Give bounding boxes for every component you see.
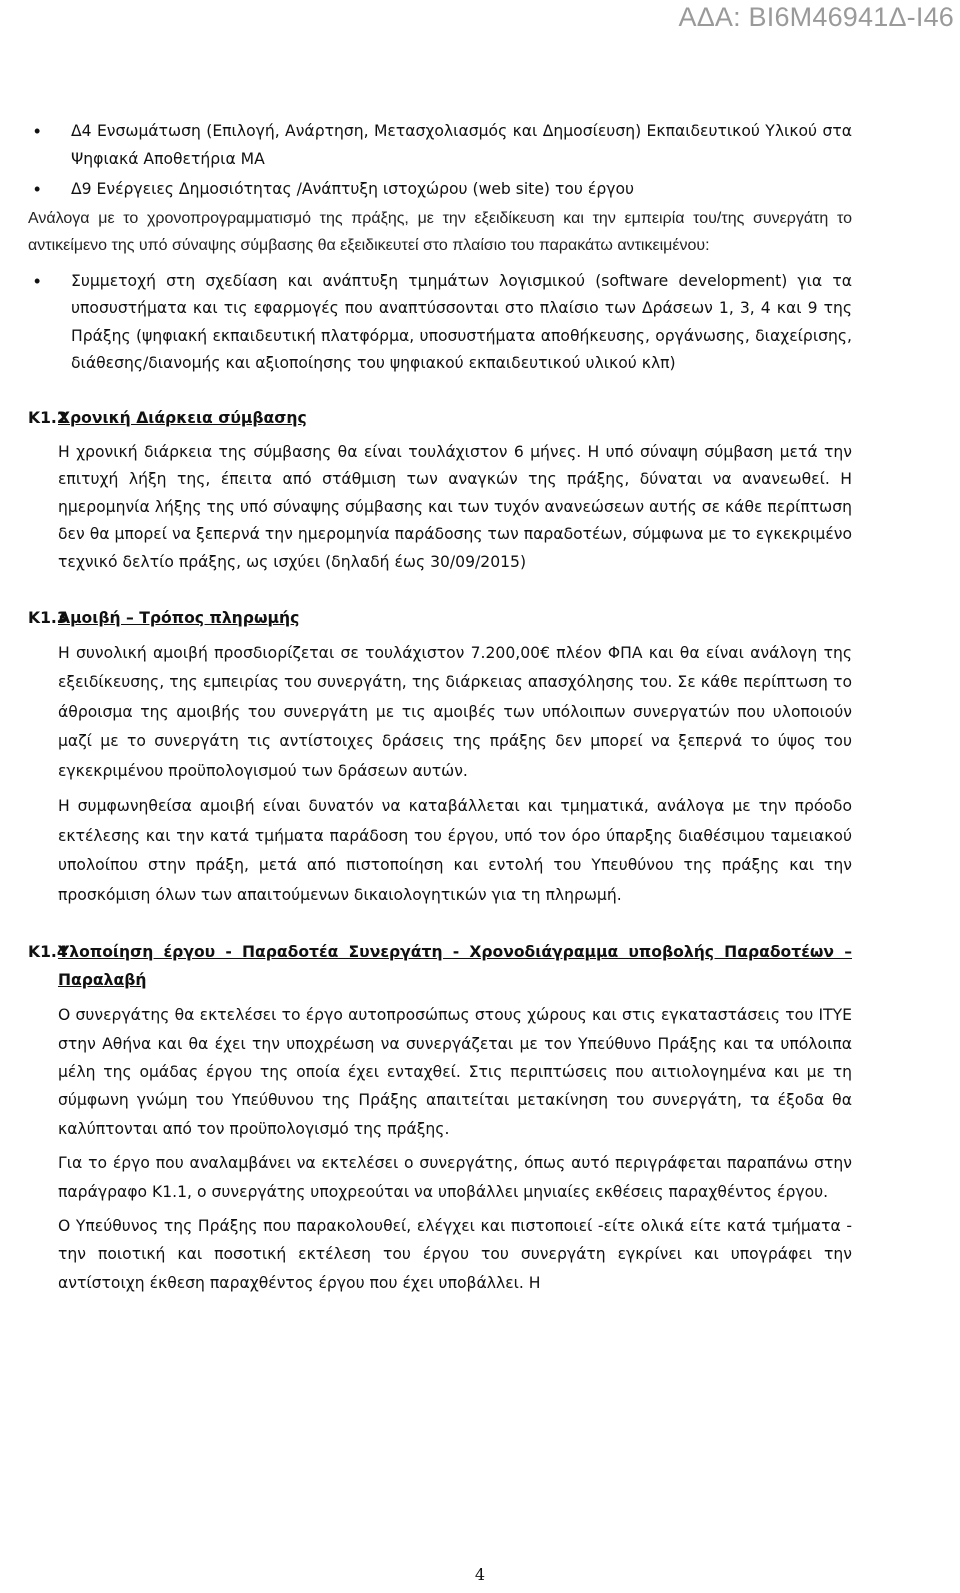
section-paragraph: Η συνολική αμοιβή προσδιορίζεται σε τουλάχιστον 7.200,00€ πλέον ΦΠΑ και θα είναι ανάλογη της εξειδίκευσης, της εμπειρίας του συνεργάτη, της διάρκειας απασχόλησης του. Σε κάθε περίπτωση το άθροισμα της αμοιβής του συνεργάτη με τις αμοιβές των υπόλοιπων συνεργατών που υλοποιούν μαζί με το συνεργάτη τις αντίστοιχες δράσεις της πράξης δεν μπορεί να ξεπερνά το ύψος του εγκεκριμένου προϋπολογισμού των δράσεων αυτών. <box>58 643 852 780</box>
document-page <box>28 118 852 1297</box>
section-number: Κ1.4 <box>28 943 68 962</box>
section-heading-k13 <box>28 604 852 632</box>
intro-paragraph: Ανάλογα με το χρονοπρογραμματισμό της πράξης, με την εξειδίκευση και την εμπειρία του/της συνεργάτη το αντικείμενο της υπό σύναψης σύμβασης θα εξειδικευτεί στο πλαίσιο του παρακάτω αντικειμένου: <box>28 209 852 255</box>
bullet-text: Συμμετοχή στη σχεδίαση και ανάπτυξη τμημάτων λογισμικού (software development) για τα υποσυστήματα και τις εφαρμογές που αναπτύσσονται στο πλαίσιο των Δράσεων 1, 3, 4 και 9 της Πράξης (ψηφιακή εκπαιδευτική πλατφόρμα, υποσυστήματα αποθήκευσης, οργάνωσης, διαχείρισης, διάθεσης/διανομής και αξιοποίησης του ψηφιακού εκπαιδευτικού υλικού κλπ) <box>71 271 852 373</box>
bullet-item-d4 <box>28 118 852 173</box>
section-number: Κ1.2 <box>28 408 68 427</box>
section-heading-k14 <box>28 938 852 994</box>
section-paragraph: Ο συνεργάτης θα εκτελέσει το έργο αυτοπροσώπως στους χώρους και στις εγκαταστάσεις του ΙΤΥΕ στην Αθήνα και θα έχει την υποχρέωση να συνεργάζεται με τον Υπεύθυνο Πράξης και τα υπόλοιπα μέλη της ομάδας έργου της οποία έχει ενταχθεί. Στις περιπτώσεις που αιτιολογημένα και με τη σύμφωνη γνώμη του Υπεύθυνου της Πράξης απαιτείται μετακίνηση του συνεργάτη, τα έξοδα θα καλύπτονται από τον προϋπολογισμό της πράξης. <box>58 1006 852 1138</box>
section-paragraph: Για το έργο που αναλαμβάνει να εκτελέσει ο συνεργάτης, όπως αυτό περιγράφεται παραπάνω στην παράγραφο Κ1.1, ο συνεργάτης υποχρεούται να υποβάλλει μηνιαίες εκθέσεις παραχθέντος έργου. <box>58 1154 852 1201</box>
section-paragraph: Η χρονική διάρκεια της σύμβασης θα είναι τουλάχιστον 6 μήνες. Η υπό σύναψη σύμβαση μετά την επιτυχή λήξη της, έπειτα από στάθμιση των αναγκών της πράξης, δύναται να ανανεωθεί. Η ημερομηνία λήξης της υπό σύναψης σύμβασης και των τυχόν ανανεώσεων αυτής σε κάθε περίπτωση δεν θα μπορεί να ξεπερνά την ημερομηνία παράδοσης των παραδοτέων, σύμφωνα με το εγκεκριμένο τεχνικό δελτίο πράξης, ως ισχύει (δηλαδή έως 30/09/2015) <box>58 442 852 572</box>
section-paragraph: Ο Υπεύθυνος της Πράξης που παρακολουθεί, ελέγχει και πιστοποιεί -είτε ολικά είτε κατά τμήματα - την ποιοτική και ποσοτική εκτέλεση του έργου του συνεργάτη εγκρίνει και υπογράφει την αντίστοιχη έκθεση παραχθέντος έργου που έχει υποβάλλει. Η <box>58 1217 852 1292</box>
section-number: Κ1.3 <box>28 608 68 627</box>
ada-header-code: ΑΔΑ: ΒΙ6Μ46941Δ-Ι46 <box>678 2 954 32</box>
object-bullet <box>28 268 852 378</box>
page-number: 4 <box>474 1565 486 1584</box>
bullet-item-d9 <box>28 176 852 204</box>
bullet-text: Δ4 Ενσωμάτωση (Επιλογή, Ανάρτηση, Μετασχολιασμός και Δημοσίευση) Εκπαιδευτικού Υλικού στα Ψηφιακά Αποθετήρια ΜΑ <box>71 122 852 168</box>
section-paragraph: Η συμφωνηθείσα αμοιβή είναι δυνατόν να καταβάλλεται και τμηματικά, ανάλογα με την πρόοδο εκτέλεσης και την κατά τμήματα παράδοση του έργου, υπό τον όρο ύπαρξης διαθέσιμου ταμειακού υπολοίπου στην πράξη, μετά από πιστοποίηση και εντολή του Υπευθύνου της πράξης και την προσκόμιση όλων των απαιτούμενων δικαιολογητικών για τη πληρωμή. <box>58 797 852 904</box>
section-heading-k12 <box>28 404 852 432</box>
section-title: Υλοποίηση έργου - Παραδοτέα Συνεργάτη - Χρονοδιάγραμμα υποβολής Παραδοτέων – Παραλαβή <box>58 943 852 990</box>
bullet-text: Δ9 Ενέργειες Δημοσιότητας /Ανάπτυξη ιστοχώρου (web site) του έργου <box>71 180 635 198</box>
section-title: Αμοιβή – Τρόπος πληρωμής <box>58 608 300 627</box>
section-title: Χρονική Διάρκεια σύμβασης <box>58 408 307 427</box>
